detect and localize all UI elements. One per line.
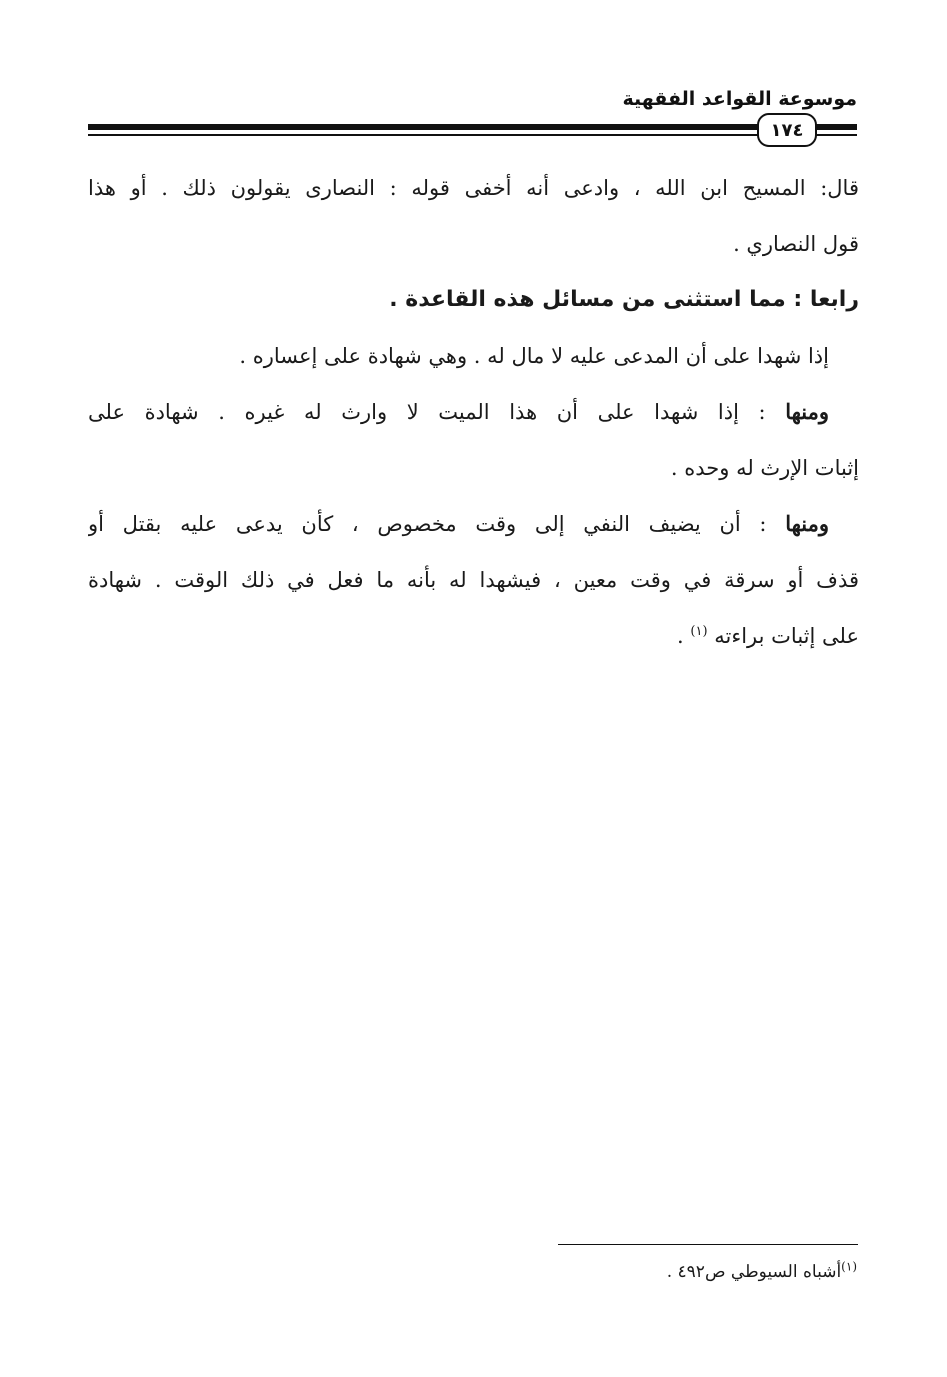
text-segment: : إذا شهدا على أن هذا الميت لا وارث له غيره . شهادة على	[88, 400, 786, 424]
text-line: قول النصاري .	[733, 232, 859, 256]
footnote-text: أشباه السيوطي ص٤٩٢ .	[666, 1262, 842, 1282]
footnote-marker: (١)	[841, 1259, 857, 1274]
running-title: موسوعة القواعد الفقهية	[622, 88, 857, 110]
body-text	[88, 160, 859, 664]
footnote-reference[interactable]: (١)	[690, 624, 708, 639]
page-number: ١٧٤	[757, 113, 817, 147]
text-line: قال: المسيح ابن الله ، وادعى أنه أخفى قوله : النصارى يقولون ذلك . أو هذا	[88, 176, 859, 200]
header-rule-thick	[88, 124, 857, 130]
paragraph-lead: ومنها	[785, 399, 829, 424]
header-rule-thin	[88, 134, 857, 136]
text-line	[88, 608, 859, 664]
footnote-separator	[558, 1244, 858, 1245]
text-line	[88, 384, 859, 440]
text-line: إثبات الإرث له وحده .	[670, 456, 859, 480]
section-heading: رابعا : مما استثنى من مسائل هذه القاعدة .	[389, 287, 859, 312]
text-line: قذف أو سرقة في وقت معين ، فيشهدا له بأنه ما فعل في ذلك الوقت . شهادة	[88, 568, 859, 592]
footnote	[666, 1259, 857, 1282]
text-segment: على إثبات براءته	[714, 624, 859, 648]
paragraph-lead: ومنها	[785, 511, 829, 536]
text-segment: : أن يضيف النفي إلى وقت مخصوص ، كأن يدعى عليه بقتل أو	[88, 512, 786, 536]
text-line: إذا شهدا على أن المدعى عليه لا مال له . وهي شهادة على إعساره .	[239, 344, 829, 368]
text-line	[88, 496, 859, 552]
text-segment: .	[677, 624, 691, 648]
